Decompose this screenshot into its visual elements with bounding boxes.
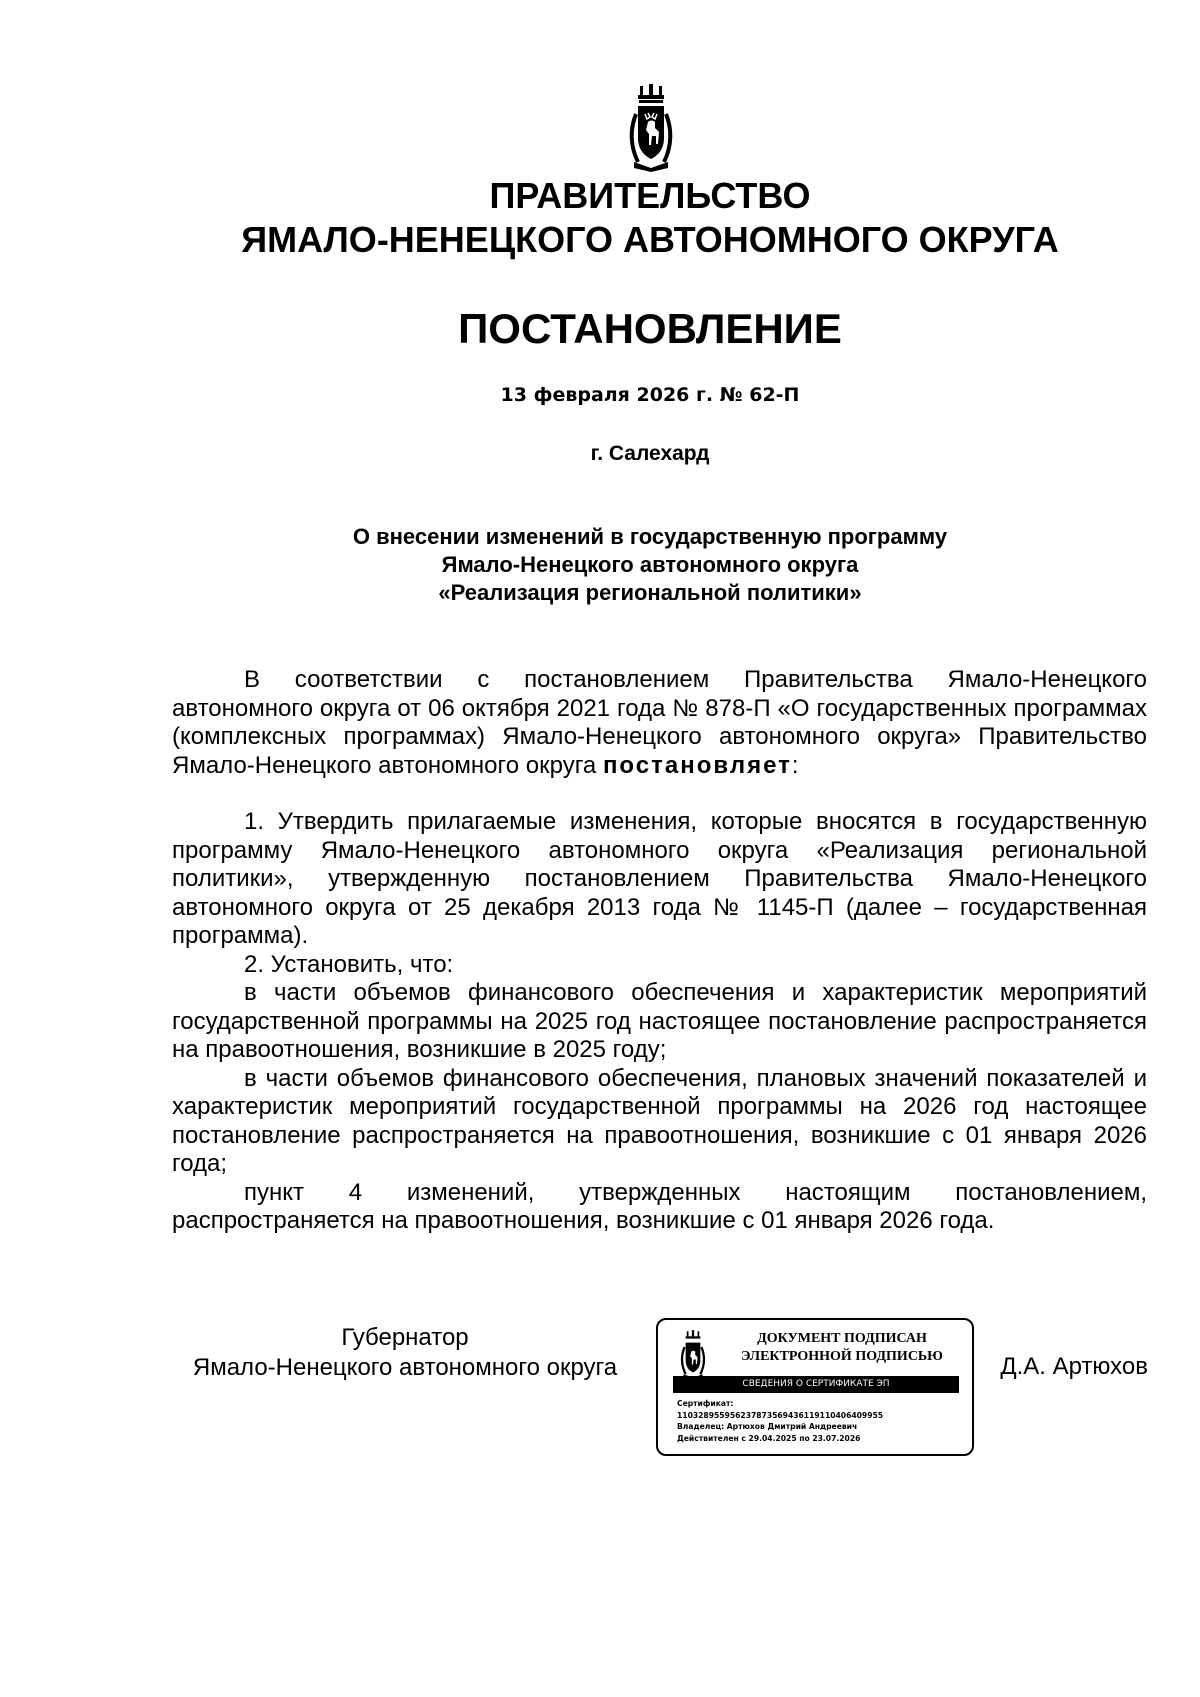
- stamp-header: [718, 1330, 966, 1366]
- certificate-validity: Действителен с 29.04.2025 по 23.07.2026: [677, 1433, 861, 1443]
- intro-paragraph: [172, 666, 1147, 780]
- signatory-position-line2: Ямало-Ненецкого автономного округа: [192, 1354, 618, 1381]
- stamp-header-line1: ДОКУМЕНТ ПОДПИСАН: [757, 1331, 927, 1346]
- point-2-clause-a: в части объемов финансового обеспечения и характеристик мероприятий государственной программы на 2025 год настоящее постановление распространяется на правоотношения, возникшие в 2025 году;: [172, 979, 1147, 1063]
- subject-line1: О внесении изменений в государственную программу: [352, 524, 948, 549]
- stamp-coat-of-arms-icon: [680, 1330, 706, 1380]
- electronic-signature-stamp: [656, 1318, 974, 1456]
- certificate-number: 110328955956237873569436119110406409955: [677, 1410, 884, 1420]
- subject-line3: «Реализация региональной политики»: [438, 580, 862, 605]
- signatory-position-line1: Губернатор: [341, 1324, 469, 1351]
- stamp-header-line2: ЭЛЕКТРОННОЙ ПОДПИСЬЮ: [741, 1349, 943, 1364]
- resolution-points: [172, 808, 1147, 1236]
- intro-colon: :: [791, 751, 799, 779]
- signatory-name: Д.А. Артюхов: [1000, 1353, 1148, 1380]
- point-1: 1. Утвердить прилагаемые изменения, которые вносятся в государственную программу Ямало-Ненецкого автономного округа «Реализация региональной политики», утвержденную постановлением Правительства Ямало-Ненецкого автономного округа от 25 декабря 2013 года № 1145-П (далее – государственная программа).: [172, 808, 1147, 949]
- point-2: 2. Установить, что:: [244, 950, 454, 978]
- coat-of-arms-icon: [628, 84, 674, 172]
- document-city: г. Салехард: [590, 442, 710, 465]
- certificate-details: [677, 1398, 967, 1444]
- certificate-label: Сертификат:: [677, 1399, 734, 1408]
- point-2-clause-c: пункт 4 изменений, утвержденных настоящим постановлением, распространяется на правоотношения, возникшие с 01 января 2026 года.: [172, 1178, 1147, 1234]
- certificate-info-bar: СВЕДЕНИЯ О СЕРТИФИКАТЕ ЭП: [673, 1376, 959, 1393]
- document-subject: [150, 523, 1150, 607]
- signatory-position: [170, 1323, 640, 1383]
- intro-text: В соответствии с постановлением Правительства Ямало-Ненецкого автономного округа от 06 октября 2021 года № 878-П «О государственных программах (комплексных программах) Ямало-Ненецкого автономного округа» Правительство Ямало-Ненецкого автономного округа: [172, 666, 1147, 779]
- document-type-title: ПОСТАНОВЛЕНИЕ: [458, 305, 842, 352]
- document-date-number: 13 февраля 2026 г. № 62-П: [500, 384, 800, 406]
- decree-word: постановляет: [602, 751, 792, 779]
- subject-line2: Ямало-Ненецкого автономного округа: [441, 552, 859, 577]
- point-2-clause-b: в части объемов финансового обеспечения, плановых значений показателей и характеристик мероприятий государственной программы на 2026 год настоящее постановление распространяется на правоотношения, возникшие с 01 января 2026 года;: [172, 1064, 1147, 1177]
- government-title-line2: ЯМАЛО-НЕНЕЦКОГО АВТОНОМНОГО ОКРУГА: [241, 219, 1059, 260]
- government-title-line1: ПРАВИТЕЛЬСТВО: [489, 175, 811, 216]
- certificate-owner: Владелец: Артюхов Дмитрий Андреевич: [677, 1422, 858, 1431]
